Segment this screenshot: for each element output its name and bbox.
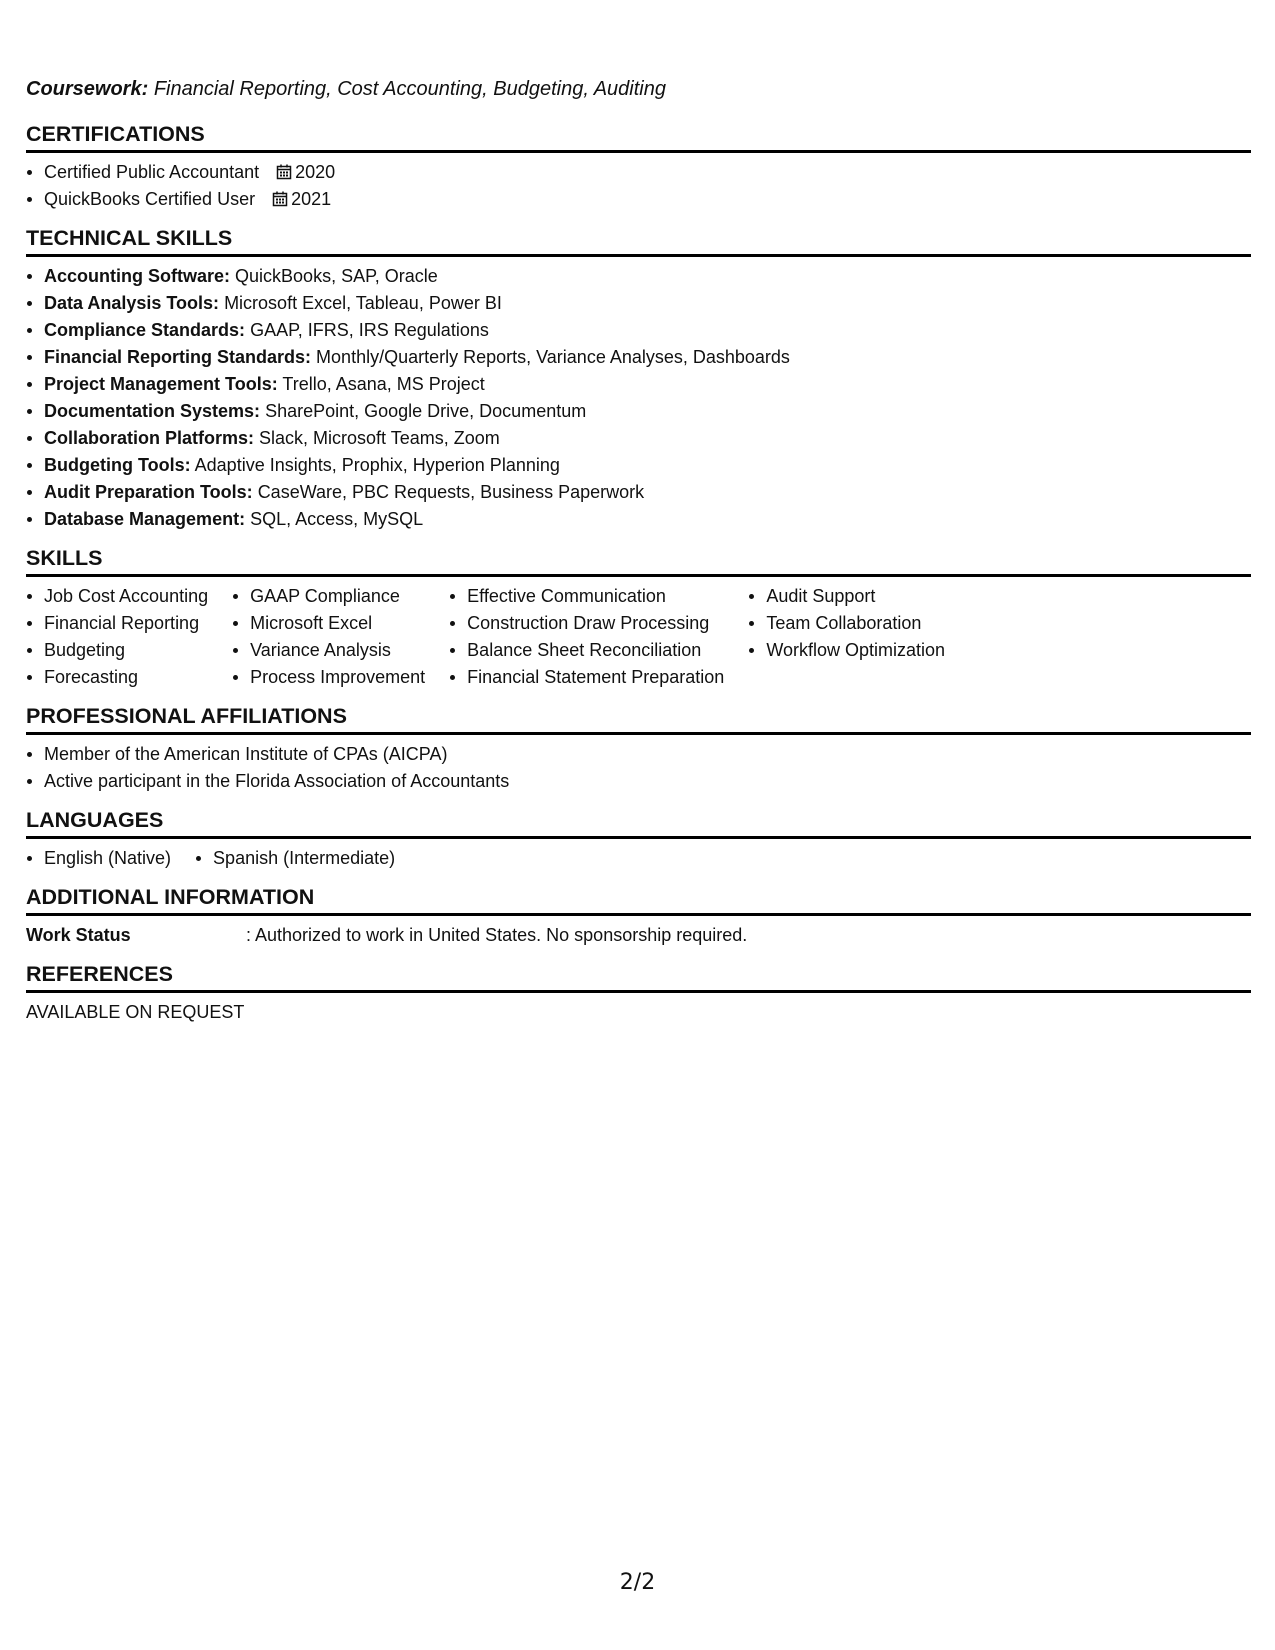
references-section	[26, 961, 1251, 1026]
technical-skill-item	[44, 425, 1251, 452]
skill-item: • Effective Communication	[467, 583, 724, 610]
certification-date	[276, 162, 335, 182]
certification-name: Certified Public Accountant	[44, 162, 260, 182]
languages-section	[26, 807, 1251, 872]
section-divider	[26, 732, 1251, 735]
affiliations-list	[26, 741, 1251, 795]
technical-skills-section	[26, 225, 1251, 533]
technical-skills-title: TECHNICAL SKILLS	[26, 226, 233, 250]
technical-skill-value: Monthly/Quarterly Reports, Variance Analyses, Dashboards	[316, 347, 790, 367]
technical-skill-item	[44, 317, 1251, 344]
technical-skill-item	[44, 371, 1251, 398]
language-column	[26, 845, 171, 872]
technical-skill-item	[44, 344, 1251, 371]
languages-title: LANGUAGES	[26, 808, 164, 832]
technical-skill-item	[44, 398, 1251, 425]
language-item: • Spanish (Intermediate)	[213, 845, 395, 872]
technical-skill-label: Financial Reporting Standards:	[44, 347, 312, 367]
certifications-section	[26, 121, 1251, 213]
work-status-label: Work Status	[26, 925, 131, 945]
language-item: • English (Native)	[44, 845, 171, 872]
skill-item: • Budgeting	[44, 637, 208, 664]
certification-item	[44, 159, 1251, 186]
skill-item: • Team Collaboration	[766, 610, 945, 637]
skill-item: • GAAP Compliance	[250, 583, 425, 610]
technical-skill-value: QuickBooks, SAP, Oracle	[235, 266, 438, 286]
skills-grid	[26, 583, 1251, 691]
work-status-row	[26, 922, 1251, 949]
skill-item: • Microsoft Excel	[250, 610, 425, 637]
section-divider	[26, 574, 1251, 577]
technical-skill-value: SharePoint, Google Drive, Documentum	[265, 401, 587, 421]
references-text: AVAILABLE ON REQUEST	[26, 1002, 245, 1022]
technical-skill-item	[44, 479, 1251, 506]
technical-skill-value: GAAP, IFRS, IRS Regulations	[250, 320, 489, 340]
skill-item: • Financial Reporting	[44, 610, 208, 637]
skill-item: • Financial Statement Preparation	[467, 664, 724, 691]
coursework-text: Financial Reporting, Cost Accounting, Budgeting, Auditing	[153, 78, 666, 100]
skill-item: • Job Cost Accounting	[44, 583, 208, 610]
skill-item: • Process Improvement	[250, 664, 425, 691]
section-divider	[26, 150, 1251, 153]
certification-date	[272, 189, 331, 209]
technical-skill-label: Documentation Systems:	[44, 401, 261, 421]
skill-item: • Workflow Optimization	[766, 637, 945, 664]
technical-skill-label: Database Management:	[44, 509, 246, 529]
work-status-value: : Authorized to work in United States. No sponsorship required.	[246, 925, 748, 945]
additional-info-title: ADDITIONAL INFORMATION	[26, 885, 315, 909]
skill-item: • Balance Sheet Reconciliation	[467, 637, 724, 664]
coursework-label: Coursework:	[26, 78, 149, 100]
affiliations-section	[26, 703, 1251, 795]
coursework-line	[26, 76, 1251, 102]
skill-item: • Audit Support	[766, 583, 945, 610]
technical-skill-label: Accounting Software:	[44, 266, 231, 286]
technical-skill-value: Microsoft Excel, Tableau, Power BI	[224, 293, 502, 313]
technical-skill-value: Trello, Asana, MS Project	[282, 374, 485, 394]
affiliation-item: • Active participant in the Florida Association of Accountants	[44, 768, 1251, 795]
technical-skill-item	[44, 290, 1251, 317]
affiliation-item: • Member of the American Institute of CPAs (AICPA)	[44, 741, 1251, 768]
skill-item: • Variance Analysis	[250, 637, 425, 664]
calendar-icon	[276, 164, 292, 180]
technical-skill-value: Adaptive Insights, Prophix, Hyperion Planning	[194, 455, 560, 475]
technical-skill-label: Data Analysis Tools:	[44, 293, 220, 313]
technical-skill-label: Audit Preparation Tools:	[44, 482, 253, 502]
resume-page	[26, 76, 1251, 1026]
skills-column	[449, 583, 724, 691]
certification-item	[44, 186, 1251, 213]
certification-name: QuickBooks Certified User	[44, 189, 256, 209]
additional-info-section	[26, 884, 1251, 949]
skills-column	[748, 583, 945, 691]
skill-item: • Forecasting	[44, 664, 208, 691]
affiliations-title: PROFESSIONAL AFFILIATIONS	[26, 704, 347, 728]
certification-year: 2021	[291, 189, 332, 209]
skills-column	[232, 583, 425, 691]
technical-skill-label: Compliance Standards:	[44, 320, 246, 340]
references-title: REFERENCES	[26, 962, 173, 986]
technical-skill-value: CaseWare, PBC Requests, Business Paperwork	[257, 482, 645, 502]
technical-skill-label: Project Management Tools:	[44, 374, 278, 394]
certifications-title: CERTIFICATIONS	[26, 122, 205, 146]
skills-column	[26, 583, 208, 691]
certification-year: 2020	[295, 162, 336, 182]
technical-skills-list	[26, 263, 1251, 533]
language-column	[195, 845, 395, 872]
technical-skill-label: Collaboration Platforms:	[44, 428, 255, 448]
section-divider	[26, 836, 1251, 839]
technical-skill-item	[44, 506, 1251, 533]
certifications-list	[26, 159, 1251, 213]
technical-skill-value: Slack, Microsoft Teams, Zoom	[259, 428, 500, 448]
calendar-icon	[272, 191, 288, 207]
section-divider	[26, 254, 1251, 257]
section-divider	[26, 913, 1251, 916]
languages-list	[26, 845, 1251, 872]
technical-skill-label: Budgeting Tools:	[44, 455, 191, 475]
skills-title: SKILLS	[26, 546, 103, 570]
section-divider	[26, 990, 1251, 993]
skills-section	[26, 545, 1251, 691]
technical-skill-item	[44, 263, 1251, 290]
technical-skill-item	[44, 452, 1251, 479]
page-number: 2/2	[619, 1570, 656, 1595]
technical-skill-value: SQL, Access, MySQL	[250, 509, 424, 529]
skill-item: • Construction Draw Processing	[467, 610, 724, 637]
